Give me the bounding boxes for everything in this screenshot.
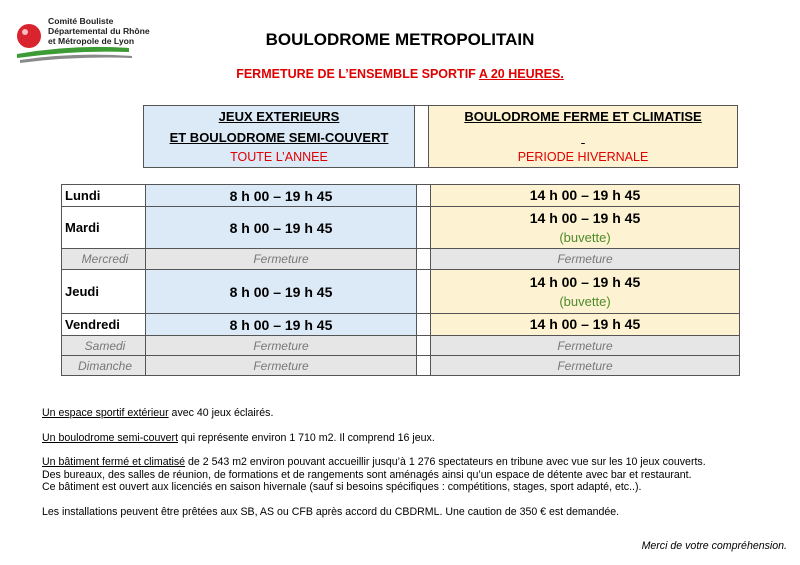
- note-text: Des bureaux, des salles de réunion, de formations et de rangements sont aménagés ainsi qu’un espace de détente avec bar et restaurant.: [42, 468, 692, 481]
- table-row: [62, 336, 740, 356]
- table-row: [62, 249, 740, 270]
- note-paragraph: [42, 407, 782, 420]
- spacer: [42, 420, 782, 432]
- schedule-table: [61, 184, 740, 376]
- column-gap: [417, 270, 431, 314]
- note-paragraph: [42, 456, 782, 469]
- note-paragraph: Les installations peuvent être prêtées aux SB, AS ou CFB après accord du CBDRML. Une caution de 350 € est demandée.: [42, 505, 620, 518]
- indoor-closed: Fermeture: [431, 249, 740, 270]
- note-heading: Un bâtiment fermé et climatisé: [42, 456, 186, 469]
- table-row: [62, 207, 740, 249]
- note-text: qui représente environ 1 710 m2. Il comprend 16 jeux.: [178, 431, 435, 444]
- table-row: [62, 314, 740, 336]
- column-gap: [417, 185, 431, 207]
- day-label: Mercredi: [62, 249, 146, 270]
- column-gap: [417, 356, 431, 376]
- exterior-closed: Fermeture: [146, 249, 417, 270]
- logo-line-3: et Métropole de Lyon: [48, 36, 135, 46]
- day-label: Samedi: [62, 336, 146, 356]
- buvette-note: (buvette): [559, 293, 611, 309]
- header-indoor-spacer: [429, 127, 737, 148]
- table-row: [62, 356, 740, 376]
- table-row: [62, 270, 740, 314]
- header-exterior-period: TOUTE L’ANNEE: [230, 150, 328, 164]
- indoor-hours-cell: [431, 270, 740, 314]
- indoor-hours: 14 h 00 – 19 h 45: [431, 185, 740, 207]
- column-gap: [417, 314, 431, 336]
- indoor-closed: Fermeture: [431, 356, 740, 376]
- note-text: avec 40 jeux éclairés.: [168, 407, 274, 419]
- schedule-header: [143, 105, 738, 168]
- indoor-hours: 14 h 00 – 19 h 45: [431, 314, 740, 336]
- exterior-hours: 8 h 00 – 19 h 45: [146, 270, 417, 314]
- note-heading: Un espace sportif extérieur: [42, 407, 169, 419]
- logo-line-1: Comité Bouliste: [48, 16, 114, 26]
- spacer: [42, 494, 782, 506]
- note-text: Ce bâtiment est ouvert aux licenciés en saison hivernale (sauf si besoins spécifiques : compétitions, stages, sport adapté, etc..).: [42, 481, 642, 494]
- exterior-closed: Fermeture: [146, 356, 417, 376]
- closing-notice: [0, 67, 800, 81]
- indoor-hours: 14 h 00 – 19 h 45: [529, 209, 641, 226]
- column-gap: [417, 249, 431, 270]
- column-gap: [417, 207, 431, 249]
- closing-notice-time: A 20 HEURES.: [478, 67, 564, 81]
- day-label: Lundi: [62, 185, 146, 207]
- day-label: Vendredi: [62, 314, 146, 336]
- logo-line-2: Départemental du Rhône: [48, 26, 150, 36]
- day-label: Dimanche: [62, 356, 146, 376]
- buvette-note: (buvette): [559, 229, 611, 245]
- exterior-hours: 8 h 00 – 19 h 45: [146, 207, 417, 249]
- day-label: Jeudi: [62, 270, 146, 314]
- header-exterior-line2: ET BOULODROME SEMI-COUVERT: [169, 130, 389, 145]
- exterior-hours: 8 h 00 – 19 h 45: [146, 185, 417, 207]
- closing-notice-prefix: FERMETURE DE L’ENSEMBLE SPORTIF: [236, 67, 479, 81]
- indoor-hours-cell: [431, 207, 740, 249]
- table-row: [62, 185, 740, 207]
- note-paragraph: [42, 432, 782, 445]
- facility-notes: [42, 407, 782, 519]
- header-exterior-line1: JEUX EXTERIEURS: [218, 109, 340, 124]
- header-exterior: [144, 106, 415, 168]
- exterior-hours: 8 h 00 – 19 h 45: [146, 314, 417, 336]
- day-label: Mardi: [62, 207, 146, 249]
- header-gap: [415, 106, 429, 168]
- exterior-closed: Fermeture: [146, 336, 417, 356]
- note-text: de 2 543 m2 environ pouvant accueillir jusqu’à 1 276 spectateurs en tribune avec vue sur les 10 jeux couverts.: [185, 456, 706, 469]
- thanks-message: Merci de votre compréhension.: [641, 540, 787, 552]
- header-indoor: [429, 106, 738, 168]
- note-heading: Un boulodrome semi-couvert: [42, 431, 179, 444]
- header-indoor-line1: BOULODROME FERME ET CLIMATISE: [464, 109, 702, 124]
- page-title: BOULODROME METROPOLITAIN: [265, 30, 535, 49]
- header-indoor-period: PERIODE HIVERNALE: [517, 150, 649, 164]
- spacer: [42, 444, 782, 456]
- column-gap: [417, 336, 431, 356]
- indoor-hours: 14 h 00 – 19 h 45: [529, 273, 641, 290]
- indoor-closed: Fermeture: [431, 336, 740, 356]
